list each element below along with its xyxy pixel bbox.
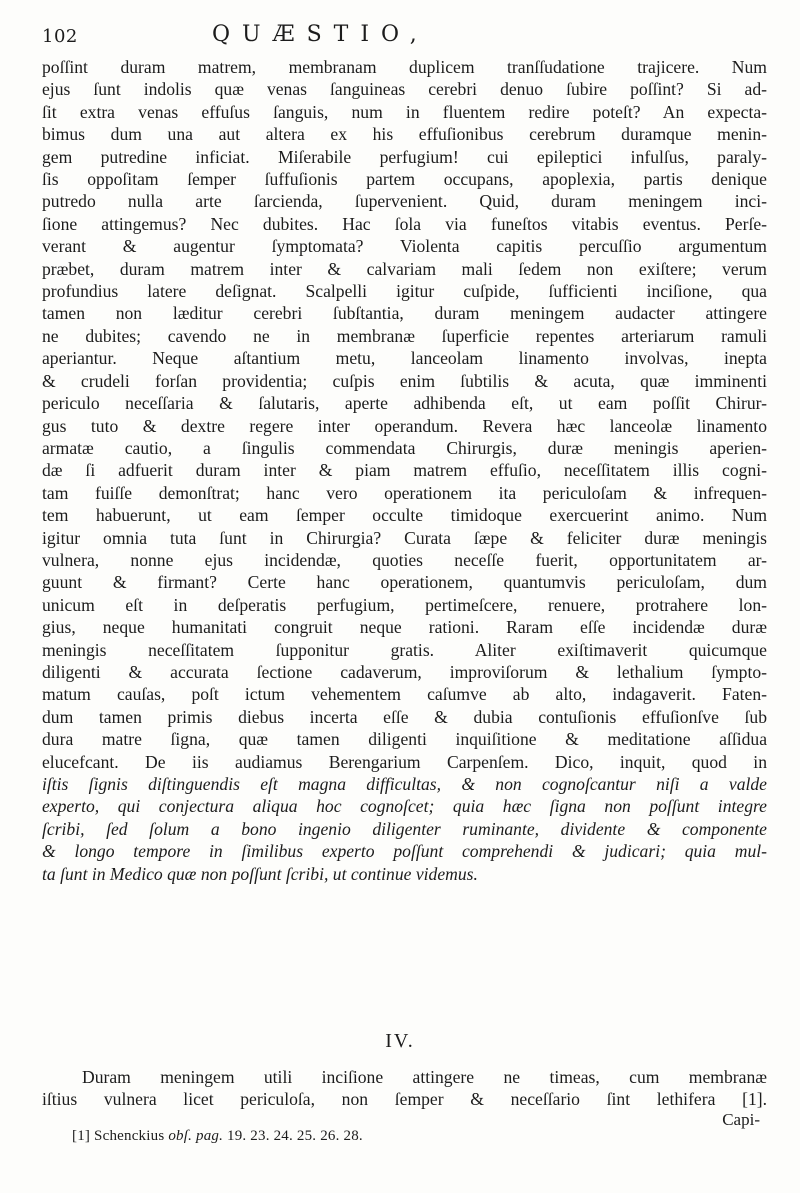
- text-line: ſis oppoſitam ſemper ſuffuſionis partem occupans, apoplexia, partis denique: [42, 169, 767, 190]
- text-line: ta ſunt in Medico quæ non poſſunt ſcribi, ut continue videmus.: [42, 863, 478, 884]
- footnote-author: Schenckius: [94, 1128, 165, 1144]
- text-line: verant & augentur ſymptomata? Violenta capitis percuſſio argumentum: [42, 236, 767, 257]
- text-line: diligenti & accurata ſectione cadaverum, improviſorum & lethalium ſympto-: [42, 661, 767, 682]
- text-line: & crudeli forſan providentia; cuſpis enim ſubtilis & acuta, quæ imminenti: [42, 370, 767, 391]
- main-paragraph: [42, 56, 767, 885]
- text-line: gus tuto & dextre regere inter operandum. Revera hæc lanceolæ linamento: [42, 415, 767, 436]
- text-line: tem habuerunt, ut eam ſemper occulte timidoque exercuerint animo. Num: [42, 505, 767, 526]
- text-line: meningis neceſſitatem ſupponitur gratis. Aliter exiſtimaverit quicumque: [42, 639, 767, 660]
- text-line: iſtis ſignis diſtinguendis eſt magna difficultas, & non cognoſcantur niſi a valde: [42, 774, 767, 794]
- footnote-pages: 19. 23. 24. 25. 26. 28.: [227, 1128, 363, 1144]
- text-line: gem putredine inficiat. Miſerabile perfugium! cui epileptici infulſus, paraly-: [42, 146, 767, 167]
- footnote: [72, 1128, 363, 1145]
- text-line: vulnera, nonne ejus incidendæ, quoties neceſſe fuerit, opportunitatem ar-: [42, 549, 767, 570]
- text-line: dum tamen primis diebus incerta eſſe & dubia contuſionis effuſionſve ſub: [42, 706, 767, 727]
- text-line: dæ ſi adfuerit duram inter & piam matrem effuſio, neceſſitatem illis cogni-: [42, 460, 767, 481]
- text-line: dura matre ſigna, quæ tamen diligenti inquiſitione & meditatione aſſidua: [42, 729, 767, 750]
- text-line: gius, neque humanitati congruit neque rationi. Raram eſſe incidendæ duræ: [42, 617, 767, 638]
- text-line: guunt & firmant? Certe hanc operationem, quantumvis periculoſam, dum: [42, 572, 767, 593]
- text-line: poſſint duram matrem, membranam duplicem tranſſudatione trajicere. Num: [42, 57, 767, 77]
- text-line: ne dubites; cavendo ne in membranæ ſuperficie repentes arteriarum ramuli: [42, 325, 767, 346]
- text-line: periculo neceſſaria & ſalutaris, aperte adhibenda eſt, ut eam poſſit Chirur-: [42, 393, 767, 414]
- text-line: ſione attingemus? Nec dubites. Hac ſola via funeſtos vitabis eventus. Perſe-: [42, 213, 767, 234]
- text-line: ſit extra venas effuſus ſanguis, num in fluentem redire poteſt? An expecta-: [42, 101, 767, 122]
- text-line: & longo tempore in ſimilibus experto poſſunt comprehendi & judicari; quia mul-: [42, 841, 767, 862]
- text-line: tamen non læditur cerebri ſubſtantia, duram meningem audacter attingere: [42, 303, 767, 324]
- footnote-ref: obſ. pag.: [168, 1128, 224, 1144]
- text-line: putredo nulla arte ſarcienda, ſupervenient. Quid, duram meningem inci-: [42, 191, 767, 212]
- page-number: 102: [42, 26, 78, 47]
- text-line: ejus ſunt indolis quæ venas ſanguineas cerebri denuo ſubire poſſint? Si ad-: [42, 79, 767, 100]
- footnote-marker: [1]: [72, 1128, 91, 1144]
- page-header: [42, 22, 762, 52]
- text-line: igitur omnia tuta ſunt in Chirurgia? Curata ſæpe & feliciter duræ meningis: [42, 527, 767, 548]
- text-line: unicum eſt in deſperatis perfugium, pertimeſcere, renuere, protrahere lon-: [42, 594, 767, 615]
- text-line: bimus dum una aut altera ex his effuſionibus cerebrum duramque menin-: [42, 124, 767, 145]
- text-line: experto, qui conjectura aliqua hoc cognoſcet; quia hæc ſigna non poſſunt integre: [42, 796, 767, 817]
- running-head: QUÆSTIO,: [212, 22, 429, 47]
- catchword: Capi-: [722, 1110, 760, 1129]
- text-line: armatæ cautio, a ſingulis commendata Chirurgis, duræ meningis aperien-: [42, 437, 767, 458]
- text-line: ſcribi, ſed ſolum a bono ingenio diligenter ruminante, dividente & componente: [42, 818, 767, 839]
- section-paragraph: [42, 1066, 767, 1111]
- text-line: tam fuiſſe demonſtrat; hanc vero operationem ita periculoſam & infrequen-: [42, 482, 767, 503]
- text-line: profundius latere deſignat. Scalpelli igitur cuſpide, ſufficienti inciſione, qua: [42, 281, 767, 302]
- text-line: matum cauſas, poſt ictum vehementem caſumve ab alto, indagaverit. Faten-: [42, 684, 767, 705]
- text-line: iſtius vulnera licet periculoſa, non ſemper & neceſſario ſint lethifera [1].: [42, 1089, 767, 1110]
- text-line: præbet, duram matrem inter & calvariam mali ſedem non exiſtere; verum: [42, 258, 767, 279]
- text-line: Duram meningem utili inciſione attingere ne timeas, cum membranæ: [82, 1067, 767, 1087]
- text-line: elucefcant. De iis audiamus Berengarium Carpenſem. Dico, inquit, quod in: [42, 751, 767, 772]
- section-number: IV.: [385, 1030, 415, 1052]
- text-line: aperiantur. Neque aſtantium metu, lanceolam linamento involvas, inepta: [42, 348, 767, 369]
